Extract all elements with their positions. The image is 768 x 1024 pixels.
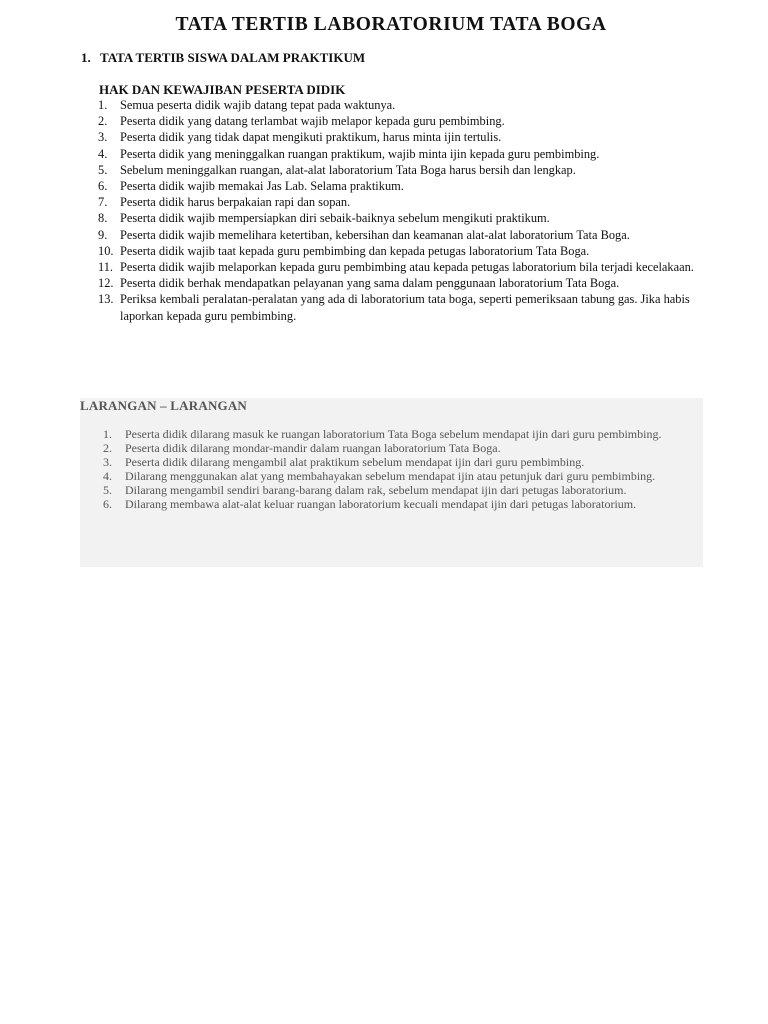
list-item: 7. Peserta didik harus berpakaian rapi dan sopan. bbox=[98, 195, 351, 210]
list-item: 3. Peserta didik dilarang mengambil alat praktikum sebelum mendapat ijin dari guru pembimbing. bbox=[103, 455, 585, 469]
list-item: 4. Dilarang menggunakan alat yang membahayakan sebelum mendapat ijin atau petunjuk dari guru pembimbing. bbox=[103, 469, 656, 483]
list-item: 10. Peserta didik wajib taat kepada guru pembimbing dan kepada petugas laboratorium Tata Boga. bbox=[98, 243, 590, 258]
list-item: 5. Sebelum meninggalkan ruangan, alat-alat laboratorium Tata Boga harus bersih dan lengkap. bbox=[98, 162, 576, 177]
list-item: 5. Dilarang mengambil sendiri barang-barang dalam rak, sebelum mendapat ijin dari petugas laboratorium. bbox=[103, 483, 627, 497]
list-item: 11. Peserta didik wajib melaporkan kepada guru pembimbing atau kepada petugas laboratorium bila terjadi kecelakaan. bbox=[98, 260, 694, 275]
list-item: 8. Peserta didik wajib mempersiapkan diri sebaik-baiknya sebelum mengikuti praktikum. bbox=[98, 211, 550, 226]
prohibitions-heading: LARANGAN – LARANGAN bbox=[80, 398, 248, 413]
list-item: 9. Peserta didik wajib memelihara ketertiban, kebersihan dan keamanan alat-alat laboratorium Tata Boga. bbox=[98, 227, 630, 242]
section-number: 1. bbox=[81, 50, 91, 65]
list-item: 3. Peserta didik yang tidak dapat mengikuti praktikum, harus minta ijin tertulis. bbox=[98, 130, 502, 145]
list-item: 13. Periksa kembali peralatan-peralatan yang ada di laboratorium tata boga, seperti pemeriksaan tabung gas. Jika habis laporkan kepada guru pembimbing. bbox=[98, 292, 690, 323]
list-item: 12. Peserta didik berhak mendapatkan pelayanan yang sama dalam penggunaan laboratorium Tata Boga. bbox=[98, 276, 620, 291]
list-item: 6. Peserta didik wajib memakai Jas Lab. Selama praktikum. bbox=[98, 179, 404, 194]
list-item: 6. Dilarang membawa alat-alat keluar ruangan laboratorium kecuali mendapat ijin dari petugas laboratorium. bbox=[103, 497, 637, 511]
list-item: 2. Peserta didik dilarang mondar-mandir dalam ruangan laboratorium Tata Boga. bbox=[103, 441, 501, 455]
rights-heading: HAK DAN KEWAJIBAN PESERTA DIDIK bbox=[99, 82, 346, 97]
list-item: 1. Semua peserta didik wajib datang tepat pada waktunya. bbox=[98, 98, 396, 112]
section-label: TATA TERTIB SISWA DALAM PRAKTIKUM bbox=[100, 50, 366, 65]
list-item: 4. Peserta didik yang meninggalkan ruangan praktikum, wajib minta ijin kepada guru pembimbing. bbox=[98, 146, 600, 161]
section-heading bbox=[81, 50, 365, 66]
list-item: 2. Peserta didik yang datang terlambat wajib melapor kepada guru pembimbing. bbox=[98, 114, 505, 129]
prohibitions-list bbox=[103, 427, 702, 511]
list-item: 1. Peserta didik dilarang masuk ke ruangan laboratorium Tata Boga sebelum mendapat ijin dari guru pembimbing. bbox=[103, 427, 662, 441]
rights-list bbox=[98, 97, 704, 324]
page-title: TATA TERTIB LABORATORIUM TATA BOGA bbox=[175, 14, 607, 35]
